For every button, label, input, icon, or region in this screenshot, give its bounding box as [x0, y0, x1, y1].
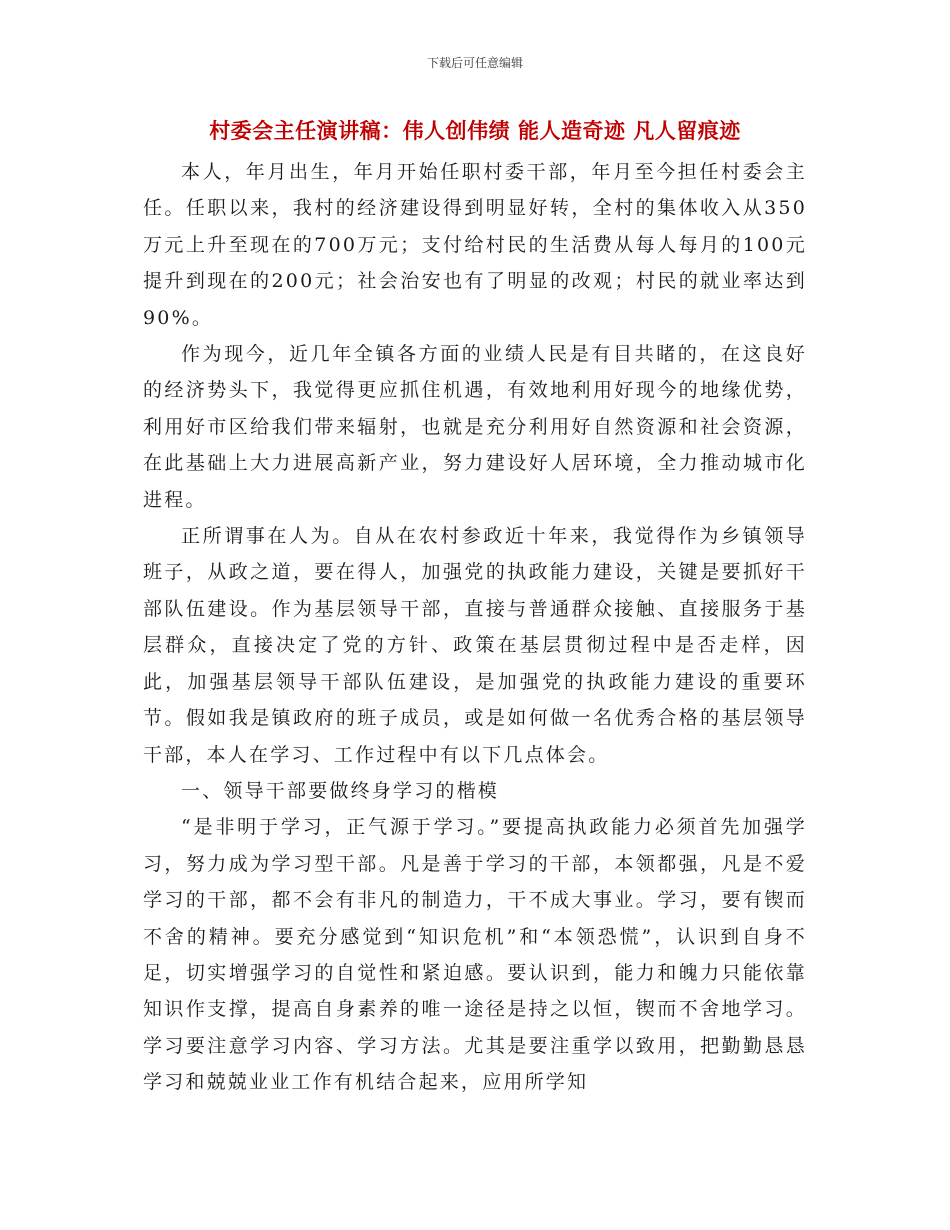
paragraph-intro: 本人，年月出生，年月开始任职村委干部，年月至今担任村委会主任。任职以来，我村的经济建设得到明显好转，全村的集体收入从350万元上升至现在的700万元；支付给村民的生活费从每人每月的100元提升到现在的200元；社会治安也有了明显的改观；村民的就业率达到90%。	[143, 161, 807, 329]
page-header-note: 下载后可任意编辑	[426, 56, 523, 70]
document-body	[143, 154, 807, 1101]
paragraph-learning: “是非明于学习，正气源于学习。”要提高执政能力必须首先加强学习，努力成为学习型干部。凡是善于学习的干部，本领都强，凡是不爱学习的干部，都不会有非凡的制造力，干不成大事业。学习，要有锲而不舍的精神。要充分感觉到“知识危机”和“本领恐慌”，认识到自身不足，切实增强学习的自觉性和紧迫感。要认识到，能力和魄力只能依靠知识作支撑，提高自身素养的唯一途径是持之以恒，锲而不舍地学习。学习要注意学习内容、学习方法。尤其是要注重学以致用，把勤勤恳恳学习和兢兢业业工作有机结合起来，应用所学知	[143, 816, 807, 1094]
document-title: 村委会主任演讲稿：伟人创伟绩 能人造奇迹 凡人留痕迹	[209, 118, 741, 143]
paragraph-cadre-building: 正所谓事在人为。自从在农村参政近十年来，我觉得作为乡镇领导班子，从政之道，要在得人，加强党的执政能力建设，关键是要抓好干部队伍建设。作为基层领导干部，直接与普通群众接触、直接服务于基层群众，直接决定了党的方针、政策在基层贯彻过程中是否走样，因此，加强基层领导干部队伍建设，是加强党的执政能力建设的重要环节。假如我是镇政府的班子成员，或是如何做一名优秀合格的基层领导干部，本人在学习、工作过程中有以下几点体会。	[143, 525, 807, 766]
paragraph-development: 作为现今，近几年全镇各方面的业绩人民是有目共睹的，在这良好的经济势头下，我觉得更应抓住机遇，有效地利用好现今的地缘优势，利用好市区给我们带来辐射，也就是充分利用好自然资源和社会资源，在此基础上大力进展高新产业，努力建设好人居环境，全力推动城市化进程。	[143, 343, 807, 511]
section-heading-lifelong-learning: 一、领导干部要做终身学习的楷模	[181, 779, 500, 802]
